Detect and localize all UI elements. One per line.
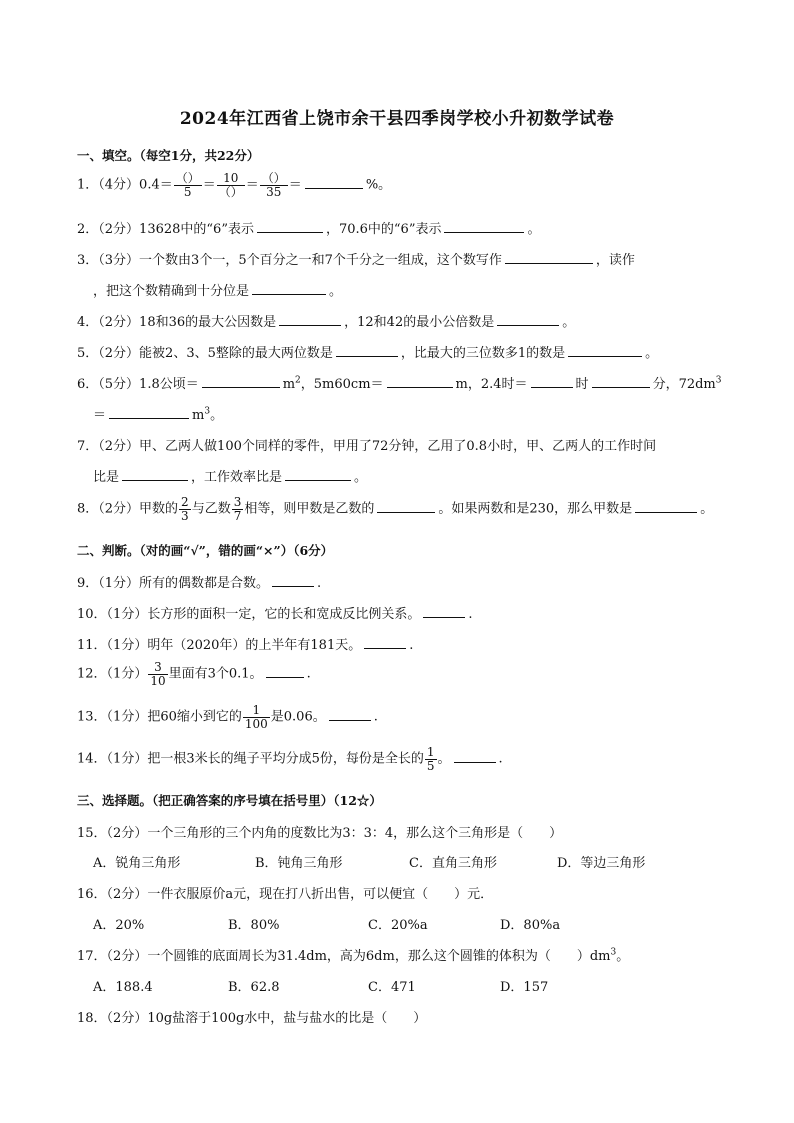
- answer-blank[interactable]: [109, 406, 189, 419]
- option-d[interactable]: D．80%a: [500, 918, 561, 933]
- question-17-options: [93, 976, 548, 995]
- page-title: 2024年江西省上饶市余干县四季岗学校小升初数学试卷: [179, 109, 615, 129]
- question-4: 4．（2分）18和36的最大公因数是 ，12和42的最小公倍数是 。: [77, 315, 576, 330]
- question-11: 11．（1分）明年（2020年）的上半年有181天。 .: [77, 638, 414, 653]
- answer-blank[interactable]: [279, 313, 341, 326]
- option-a[interactable]: A．锐角三角形: [93, 856, 181, 871]
- fraction: $\frac{2}{3}$: [181, 495, 189, 523]
- answer-blank[interactable]: [285, 468, 351, 481]
- question-7-cont: 比是 ，工作效率比是 。: [93, 470, 368, 485]
- question-16: 16．（2分）一件衣服原价a元，现在打八折出售，可以便宜（ ）元．: [77, 887, 494, 902]
- question-6: 6．（5分）1.8公顷＝ $m^2$，5m60cm＝ m，2.4时＝ 时 分，$72dm^3$: [77, 375, 722, 392]
- answer-blank[interactable]: [387, 375, 453, 388]
- question-text: 1．（4分）0.4＝: [77, 177, 173, 193]
- option-d[interactable]: D．等边三角形: [557, 856, 646, 871]
- answer-blank[interactable]: [568, 344, 642, 357]
- section-heading-multiple-choice: 三、选择题。（把正确答案的序号填在括号里）（12☆）: [77, 793, 382, 808]
- fraction: $\frac{10}{()}$: [218, 171, 243, 199]
- answer-blank[interactable]: [272, 574, 314, 587]
- option-d[interactable]: D．157: [500, 980, 549, 995]
- answer-blank[interactable]: [592, 375, 650, 388]
- option-c[interactable]: C．20%a: [368, 918, 428, 933]
- fraction: $\frac{1}{5}$: [426, 745, 435, 773]
- question-2: 2．（2分）13628中的“6”表示 ，70.6中的“6”表示 。: [77, 222, 541, 237]
- answer-blank[interactable]: [122, 468, 188, 481]
- option-b[interactable]: B．62.8: [228, 980, 280, 995]
- answer-blank[interactable]: [531, 375, 573, 388]
- answer-blank[interactable]: [377, 500, 435, 513]
- question-12: 12．（1分） $\frac{3}{10}$ 里面有3个0.1。 .: [77, 660, 311, 688]
- section-heading-true-false: 二、判断。（对的画“√”，错的画“×”）（6分）: [77, 543, 334, 558]
- question-7: 7．（2分）甲、乙两人做100个同样的零件，甲用了72分钟，乙用了0.8小时，甲、乙两人的工作时间: [77, 439, 657, 454]
- answer-blank[interactable]: [202, 375, 280, 388]
- question-16-options: [93, 914, 560, 933]
- answer-blank[interactable]: [497, 313, 559, 326]
- option-a[interactable]: A．188.4: [93, 980, 153, 995]
- question-3-cont: ，把这个数精确到十分位是 。: [93, 284, 343, 299]
- question-6-cont: ＝ $m^3$。: [93, 406, 224, 423]
- answer-blank[interactable]: [444, 220, 524, 233]
- answer-blank[interactable]: [635, 500, 697, 513]
- section-heading-fill-blank: 一、填空。（每空1分，共22分）: [77, 148, 260, 163]
- fraction: $\frac{3}{10}$: [150, 660, 166, 688]
- question-1: 1．（4分）0.4＝ $\frac{()}{5}$ ＝ $\frac{10}{()}$ ＝ $\frac{()}{35}$ ＝ %。: [77, 171, 392, 199]
- answer-blank[interactable]: [336, 344, 398, 357]
- answer-blank[interactable]: [423, 605, 465, 618]
- question-17: 17．（2分）一个圆锥的底面周长为31.4dm，高为6dm，那么这个圆锥的体积为（ ）$dm^3$。: [77, 947, 630, 964]
- fraction: $\frac{()}{5}$: [175, 171, 200, 199]
- question-13: 13．（1分）把60缩小到它的 $\frac{1}{100}$ 是0.06。 .: [77, 703, 378, 731]
- answer-blank[interactable]: [266, 665, 304, 678]
- answer-blank[interactable]: [329, 708, 371, 721]
- question-5: 5．（2分）能被2、3、5整除的最大两位数是 ，比最大的三位数多1的数是 。: [77, 346, 659, 361]
- question-8: 8．（2分）甲数的 $\frac{2}{3}$ 与乙数 $\frac{3}{7}$ 相等，则甲数是乙数的 。如果两数和是230，那么甲数是 。: [77, 495, 714, 523]
- answer-blank[interactable]: [305, 176, 363, 189]
- option-b[interactable]: B．钝角三角形: [255, 856, 343, 871]
- option-c[interactable]: C．直角三角形: [409, 856, 497, 871]
- option-c[interactable]: C．471: [368, 980, 416, 995]
- fraction: $\frac{3}{7}$: [233, 495, 242, 523]
- option-a[interactable]: A．20%: [93, 918, 145, 933]
- answer-blank[interactable]: [364, 636, 406, 649]
- question-15: 15．（2分）一个三角形的三个内角的度数比为3：3：4，那么这个三角形是（ ）: [77, 826, 563, 841]
- answer-blank[interactable]: [454, 750, 496, 763]
- question-14: 14．（1分）把一根3米长的绳子平均分成5份，每份是全长的 $\frac{1}{5}$ 。 .: [77, 745, 503, 773]
- question-9: 9．（1分）所有的偶数都是合数。 .: [77, 576, 322, 591]
- question-10: 10．（1分）长方形的面积一定，它的长和宽成反比例关系。 .: [77, 607, 473, 622]
- question-18: 18．（2分）10g盐溶于100g水中，盐与盐水的比是（ ）: [77, 1011, 427, 1026]
- answer-blank[interactable]: [505, 251, 593, 264]
- fraction: $\frac{()}{35}$: [261, 171, 286, 199]
- option-b[interactable]: B．80%: [228, 918, 280, 933]
- question-15-options: [93, 852, 645, 871]
- question-3: 3．（3分）一个数由3个一，5个百分之一和7个千分之一组成，这个数写作 ，读作: [77, 253, 635, 268]
- answer-blank[interactable]: [257, 220, 323, 233]
- answer-blank[interactable]: [252, 282, 326, 295]
- fraction: $\frac{1}{100}$: [244, 703, 268, 731]
